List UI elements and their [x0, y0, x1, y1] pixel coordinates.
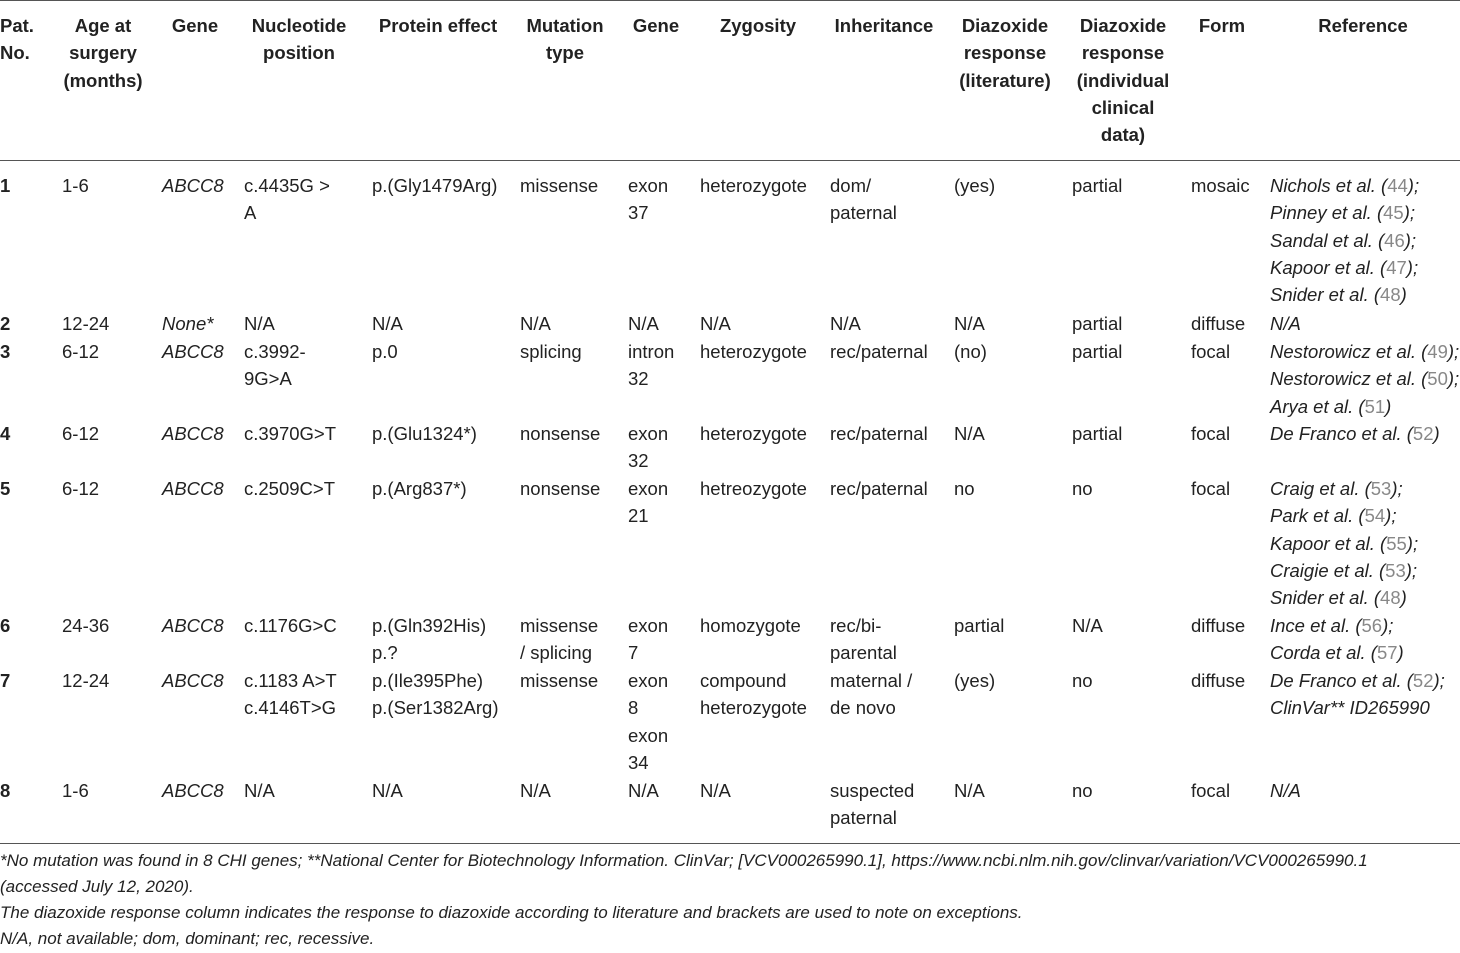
cell-no: 4 — [0, 423, 11, 444]
cell-inh: maternal / de novo — [830, 670, 913, 719]
footnote-abbreviation-note: *No mutation was found in 8 CHI genes; **National Center for Biotechnology Information. ClinVar; [VCV000265990.1], https://www.ncbi.nlm.nih.gov/clinvar/variation/VCV000265990.1 — [0, 851, 1368, 870]
cell-gene: None* — [162, 313, 214, 334]
cell-age: 1-6 — [62, 780, 89, 801]
cell-loc: intron 32 — [628, 341, 675, 390]
cell-dlit: partial — [954, 615, 1005, 636]
cell-dind: partial — [1072, 175, 1123, 196]
cell-age: 24-36 — [62, 615, 110, 636]
header-inheritance: Inheritance — [834, 15, 934, 36]
cell-no: 1 — [0, 175, 11, 196]
citation-number[interactable]: 48 — [1380, 284, 1401, 306]
cell-loc: exon 37 — [628, 175, 669, 224]
reference-text: Nestorowicz et al. ( — [1270, 341, 1428, 362]
cell-dlit: no — [954, 478, 975, 499]
cell-zyg: N/A — [700, 780, 731, 801]
cell-mut: nonsense — [520, 423, 601, 444]
cell-reference — [1270, 475, 1460, 611]
cell-gene: ABCC8 — [162, 341, 224, 362]
reference-text: Snider et al. ( — [1270, 587, 1381, 609]
cell-reference — [1270, 420, 1460, 447]
cell-zyg: compound heterozygote — [700, 670, 807, 719]
citation-number[interactable]: 46 — [1384, 229, 1405, 251]
cell-no: 7 — [0, 670, 11, 691]
reference-text: N/A — [1270, 313, 1301, 334]
cell-dind: no — [1072, 780, 1093, 801]
cell-reference — [1270, 612, 1460, 667]
cell-nuc: N/A — [244, 313, 275, 334]
cell-zyg: hetreozygote — [700, 478, 807, 499]
reference-punctuation: ); — [1406, 532, 1419, 554]
header-reference: Reference — [1318, 15, 1408, 36]
cell-mut: splicing — [520, 341, 582, 362]
cell-prot: N/A — [372, 780, 403, 801]
reference-punctuation: ) — [1400, 587, 1407, 609]
cell-inh: N/A — [830, 313, 861, 334]
cell-gene: ABCC8 — [162, 175, 224, 196]
cell-nuc: c.3992- 9G>A — [244, 341, 306, 390]
reference-text: Craigie et al. ( — [1270, 559, 1386, 581]
cell-loc: N/A — [628, 313, 659, 334]
footnote-diazoxide-note: The diazoxide response column indicates the response to diazoxide according to literature and brackets are used to note on exceptions. — [0, 903, 1023, 922]
reference-text: Pinney et al. ( — [1270, 202, 1384, 224]
reference-punctuation: ); — [1405, 559, 1418, 581]
cell-inh: rec/paternal — [830, 341, 928, 362]
reference-text: Ince et al. ( — [1270, 615, 1362, 636]
citation-number[interactable]: 53 — [1370, 478, 1392, 499]
reference-punctuation: ) — [1400, 284, 1407, 306]
reference-text: ClinVar** ID265990 — [1270, 697, 1430, 719]
cell-mut: nonsense — [520, 478, 601, 499]
cell-dind: partial — [1072, 423, 1123, 444]
cell-inh: rec/paternal — [830, 423, 928, 444]
cell-dlit: N/A — [954, 423, 985, 444]
reference-text: De Franco et al. ( — [1270, 423, 1413, 444]
header-diazoxide-literature: Diazoxide response (literature) — [959, 15, 1051, 91]
cell-nuc: N/A — [244, 780, 275, 801]
cell-no: 5 — [0, 478, 11, 499]
reference-punctuation: ) — [1397, 642, 1404, 664]
reference-text: Sandal et al. ( — [1270, 229, 1385, 251]
cell-inh: rec/paternal — [830, 478, 928, 499]
citation-number[interactable]: 47 — [1386, 256, 1407, 278]
cell-mut: missense — [520, 670, 599, 691]
cell-form: focal — [1191, 423, 1231, 444]
header-mutation-type: Mutation type — [526, 15, 604, 64]
cell-prot: p.(Ile395Phe) p.(Ser1382Arg) — [372, 670, 499, 719]
cell-nuc: c.1183 A>T c.4146T>G — [244, 670, 337, 719]
cell-prot: p.0 — [372, 341, 398, 362]
cell-reference — [1270, 777, 1460, 804]
cell-inh: dom/ paternal — [830, 175, 897, 224]
cell-no: 2 — [0, 313, 11, 334]
reference-punctuation: ); Arya et al. ( — [1270, 368, 1460, 417]
cell-gene: ABCC8 — [162, 780, 224, 801]
cell-no: 3 — [0, 341, 11, 362]
reference-punctuation: ); — [1406, 256, 1419, 278]
reference-punctuation: ) — [1385, 395, 1392, 417]
cell-gene: ABCC8 — [162, 670, 224, 691]
citation-number[interactable]: 53 — [1385, 559, 1406, 581]
cell-zyg: homozygote — [700, 615, 801, 636]
cell-form: diffuse — [1191, 670, 1246, 691]
cell-reference — [1270, 172, 1460, 308]
header-diazoxide-individual: Diazoxide response (individual clinical data) — [1076, 15, 1170, 146]
cell-mut: N/A — [520, 780, 551, 801]
cell-inh: suspected paternal — [830, 780, 915, 829]
citation-number[interactable]: 51 — [1364, 395, 1386, 417]
cell-loc: exon 21 — [628, 478, 669, 527]
cell-zyg: heterozygote — [700, 341, 807, 362]
cell-nuc: c.1176G>C — [244, 615, 337, 636]
cell-reference — [1270, 667, 1460, 722]
cell-reference — [1270, 338, 1460, 420]
cell-nuc: c.4435G > A — [244, 175, 330, 224]
citation-number[interactable]: 54 — [1364, 505, 1386, 527]
cell-zyg: heterozygote — [700, 423, 807, 444]
cell-age: 6-12 — [62, 423, 100, 444]
cell-dind: N/A — [1072, 615, 1103, 636]
citation-number[interactable]: 56 — [1361, 615, 1383, 636]
cell-prot: N/A — [372, 313, 403, 334]
cell-age: 6-12 — [62, 478, 100, 499]
citation-number[interactable]: 52 — [1412, 670, 1434, 691]
cell-prot: p.(Glu1324*) — [372, 423, 477, 444]
reference-text: Snider et al. ( — [1270, 284, 1381, 306]
reference-text: Kapoor et al. ( — [1270, 256, 1387, 278]
cell-dlit: N/A — [954, 313, 985, 334]
header-zygosity: Zygosity — [719, 15, 797, 36]
header-bottom-rule — [0, 160, 1460, 161]
cell-mut: missense — [520, 175, 599, 196]
reference-text: Nestorowicz et al. ( — [1270, 368, 1428, 390]
cell-dlit: (yes) — [954, 175, 996, 196]
cell-dlit: N/A — [954, 780, 985, 801]
cell-gene: ABCC8 — [162, 478, 224, 499]
cell-mut: N/A — [520, 313, 551, 334]
citation-number[interactable]: 52 — [1412, 423, 1434, 444]
cell-dind: partial — [1072, 313, 1123, 334]
header-pat-no: Pat. No. — [0, 15, 34, 64]
cell-age: 12-24 — [62, 313, 110, 334]
citation-number[interactable]: 44 — [1387, 175, 1408, 196]
header-gene-location: Gene — [632, 15, 680, 36]
cell-loc: exon 32 — [628, 423, 669, 472]
header-protein: Protein effect — [378, 15, 498, 36]
reference-punctuation: ); — [1391, 478, 1403, 499]
cell-no: 8 — [0, 780, 11, 801]
reference-punctuation: ); — [1407, 175, 1420, 196]
cell-dind: no — [1072, 670, 1093, 691]
reference-punctuation: ); — [1433, 670, 1445, 691]
reference-text: Nichols et al. ( — [1270, 175, 1388, 196]
cell-zyg: N/A — [700, 313, 731, 334]
cell-prot: p.(Gln392His) p.? — [372, 615, 487, 664]
cell-mut: missense / splicing — [520, 615, 599, 664]
reference-punctuation: ) — [1433, 423, 1440, 444]
reference-text: Park et al. ( — [1270, 505, 1365, 527]
header-gene: Gene — [171, 15, 219, 36]
cell-gene: ABCC8 — [162, 615, 224, 636]
cell-form: diffuse — [1191, 615, 1246, 636]
header-form: Form — [1198, 15, 1246, 36]
reference-punctuation: ); — [1447, 341, 1460, 362]
footnote-accessed-date: (accessed July 12, 2020). — [0, 877, 194, 896]
cell-loc: exon 8 exon 34 — [628, 670, 669, 773]
reference-punctuation: ); — [1404, 229, 1417, 251]
cell-reference — [1270, 310, 1460, 337]
reference-text: Craig et al. ( — [1270, 478, 1371, 499]
cell-prot: p.(Arg837*) — [372, 478, 467, 499]
cell-no: 6 — [0, 615, 11, 636]
table-top-rule — [0, 0, 1460, 1]
cell-dlit: (yes) — [954, 670, 996, 691]
cell-nuc: c.3970G>T — [244, 423, 337, 444]
reference-text: De Franco et al. ( — [1270, 670, 1413, 691]
citation-number[interactable]: 50 — [1427, 368, 1448, 390]
citation-number[interactable]: 48 — [1380, 587, 1401, 609]
cell-prot: p.(Gly1479Arg) — [372, 175, 498, 196]
cell-dind: partial — [1072, 341, 1123, 362]
cell-gene: ABCC8 — [162, 423, 224, 444]
header-nucleotide: Nucleotide position — [251, 15, 347, 64]
cell-loc: N/A — [628, 780, 659, 801]
cell-form: diffuse — [1191, 313, 1246, 334]
cell-loc: exon 7 — [628, 615, 669, 664]
cell-age: 1-6 — [62, 175, 89, 196]
cell-form: focal — [1191, 478, 1231, 499]
reference-text: Corda et al. ( — [1270, 642, 1377, 664]
cell-nuc: c.2509C>T — [244, 478, 336, 499]
cell-form: mosaic — [1191, 175, 1250, 196]
reference-text: Kapoor et al. ( — [1270, 532, 1387, 554]
cell-inh: rec/bi- parental — [830, 615, 897, 664]
reference-punctuation: ); — [1385, 505, 1397, 527]
table-bottom-rule — [0, 843, 1460, 844]
cell-age: 12-24 — [62, 670, 110, 691]
reference-punctuation: ); — [1403, 202, 1416, 224]
citation-number[interactable]: 45 — [1383, 202, 1404, 224]
cell-dind: no — [1072, 478, 1093, 499]
citation-number[interactable]: 49 — [1427, 341, 1448, 362]
cell-dlit: (no) — [954, 341, 987, 362]
cell-form: focal — [1191, 780, 1231, 801]
citation-number[interactable]: 57 — [1376, 642, 1398, 664]
reference-text: N/A — [1270, 780, 1301, 801]
cell-form: focal — [1191, 341, 1231, 362]
cell-age: 6-12 — [62, 341, 100, 362]
header-age: Age at surgery (months) — [63, 15, 143, 91]
footnote-abbreviations: N/A, not available; dom, dominant; rec, recessive. — [0, 929, 375, 948]
reference-punctuation: ); — [1382, 615, 1394, 636]
citation-number[interactable]: 55 — [1386, 532, 1407, 554]
cell-zyg: heterozygote — [700, 175, 807, 196]
